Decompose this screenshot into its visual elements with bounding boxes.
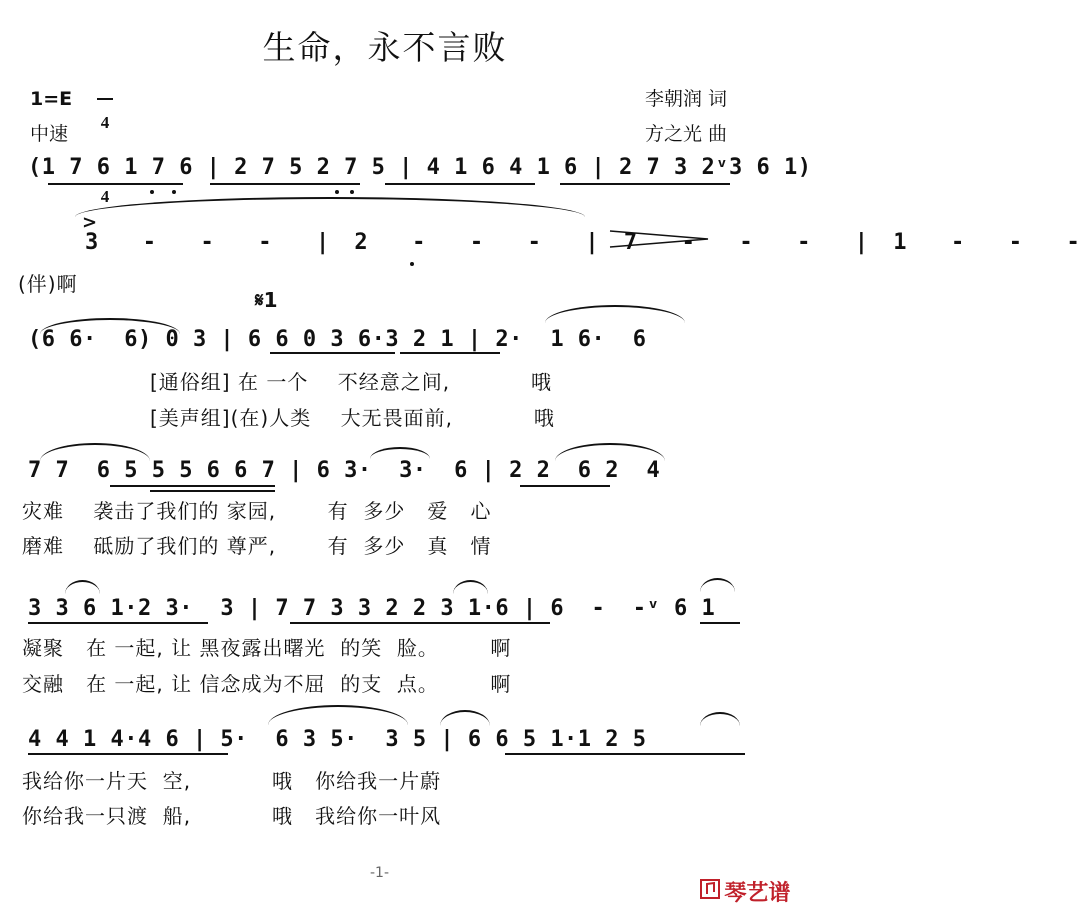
- accent-mark: >: [82, 212, 98, 233]
- slur: [700, 578, 735, 592]
- slur: [268, 705, 408, 725]
- song-title: 生命，永不言败: [262, 28, 508, 67]
- music-note-logo-icon: [680, 860, 720, 922]
- lyrics-line-3-verse-1: [通俗组] 在 一个 不经意之间, 哦: [150, 370, 553, 394]
- lyrics-line-5-verse-2: 交融 在 一起, 让 信念成为不屈 的支 点。 啊: [22, 672, 512, 696]
- slur: [453, 580, 488, 594]
- notation-line-3: (6 6· 6) 0 3 | 6 6 0 3 6·3 2 1 | 2· 1 6· 6: [28, 327, 647, 352]
- watermark-text: 琴艺谱: [724, 880, 791, 906]
- decrescendo-mark: [600, 210, 700, 230]
- lyricist-credit: 李朝润 词: [645, 88, 728, 110]
- lyrics-line-6-verse-1: 我给你一片天 空, 哦 你给我一片蔚: [22, 769, 442, 793]
- lyrics-line-6-verse-2: 你给我一只渡 船, 哦 我给你一叶风: [22, 804, 442, 828]
- page-number: -1-: [370, 865, 390, 881]
- notation-line-4: 7 7 6 5 5 5 6 6 7 | 6 3· 3· 6 | 2 2 6 2 4: [28, 458, 661, 483]
- lyrics-line-4-verse-1: 灾难 袭击了我们的 家园, 有 多少 爱 心: [22, 499, 492, 523]
- accompaniment-label: (伴)啊: [18, 272, 78, 296]
- notation-line-5: 3 3 6 1·2 3· 3 | 7 7 3 3 2 2 3 1·6 | 6 - -ᵛ 6 1: [28, 596, 716, 621]
- lyrics-line-4-verse-2: 磨难 砥励了我们的 尊严, 有 多少 真 情: [22, 534, 492, 558]
- slur: [65, 580, 100, 594]
- slur: [545, 305, 685, 323]
- lyrics-line-3-verse-2: [美声组](在)人类 大无畏面前, 哦: [150, 406, 555, 430]
- phrase-slur: [75, 197, 585, 217]
- slur: [440, 710, 490, 726]
- composer-credit: 方之光 曲: [645, 123, 728, 145]
- watermark-logo: [680, 860, 790, 922]
- notation-line-6: 4 4 1 4·4 6 | 5· 6 3 5· 3 5 | 6 6 5 1·1 2 5: [28, 727, 647, 752]
- notation-line-1: (1 7 6 1 7 6 | 2 7 5 2 7 5 | 4 1 6 4 1 6 | 2 7 3 2ᵛ3 6 1): [28, 155, 812, 180]
- notation-line-2: 3 - - - | 2 - - - | 7 - - - | 1 - - -: [85, 230, 1086, 255]
- tempo-marking: 中速: [30, 123, 69, 145]
- key-signature: 1=E: [30, 88, 73, 110]
- time-signature-top: 4: [100, 113, 110, 132]
- lyrics-line-5-verse-1: 凝聚 在 一起, 让 黑夜露出曙光 的笑 脸。 啊: [22, 636, 512, 660]
- time-signature: [97, 80, 113, 222]
- slur: [700, 712, 740, 726]
- segno-sign: 𝄋1: [255, 288, 278, 312]
- time-signature-bottom: 4: [100, 187, 110, 206]
